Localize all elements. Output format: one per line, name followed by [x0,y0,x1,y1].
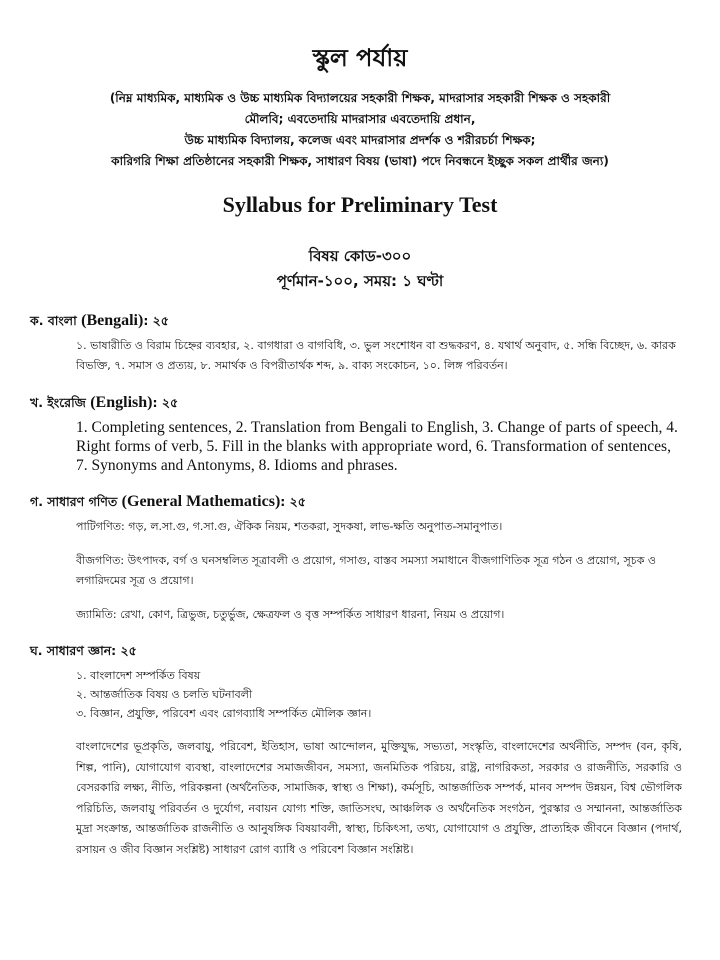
subtitle-line: মৌলবি; এবতেদায়ি মাদরাসার এবতেদায়ি প্রধান, [244,112,476,126]
list-item: ১. বাংলাদেশ সম্পর্কিত বিষয় [76,669,201,682]
subtitle-line: (নিম্ন মাধ্যমিক, মাধ্যমিক ও উচ্চ মাধ্যমিক বিদ্যালয়ের সহকারী শিক্ষক, মাদরাসার সহকারী শিক্ষক ও সহকারী [109,91,611,105]
marks-time: পূর্ণমান-১০০, সময়: ১ ঘণ্টা [276,272,444,290]
section-english [30,394,682,475]
section-marks: : ২৫ [152,395,179,410]
list-item: ২. আন্তর্জাতিক বিষয় ও চলতি ঘটনাবলী [76,688,253,701]
arithmetic-text: পাটিগণিত: গড়, ল.সা.গু, গ.সা.গু, ঐকিক নিয়ম, শতকরা, সুদকষা, লাভ-ক্ষতি অনুপাত-সমানুপাত। [76,520,503,533]
section-content: 1. Completing sentences, 2. Translation from Bengali to English, 3. Change of parts of speech, 4. Right forms of verb, 5. Fill in the blanks with appropriate word, 6. Transformation of sentences, 7. Synonyms and Antonyms, 8. Idioms and phrases. [76,419,678,474]
section-heading [30,394,682,415]
section-heading [30,493,682,514]
section-label: ক. বাংলা [30,313,77,328]
section-bengali [30,312,682,376]
document-header [38,40,682,294]
section-content: ১. ভাষারীতি ও বিরাম চিহ্নের ব্যবহার, ২. বাগধারা ও বাগবিধি, ৩. ভুল সংশোধন বা শুদ্ধকরণ, ৪. যথার্থ অনুবাদ, ৫. সন্ধি বিচ্ছেদ, ৬. কারক বিভক্তি, ৭. সমাস ও প্রত্যয়, ৮. সমার্থক ও বিপরীতার্থক শব্দ, ৯. বাক্য সংকোচন, ১০. লিঙ্গ পরিবর্তন। [76,339,676,372]
section-label: খ. ইংরেজি [30,395,86,410]
topic-list [38,666,682,723]
subtitle-line: উচ্চ মাধ্যমিক বিদ্যালয়, কলেজ এবং মাদরাসার প্রদর্শক ও শরীরচর্চা শিক্ষক; [184,133,536,147]
section-marks: : ২৫ [143,313,169,328]
subtitle-line: কারিগরি শিক্ষা প্রতিষ্ঠানের সহকারী শিক্ষক, সাধারণ বিষয় (ভাষা) পদে নিবন্ধনে ইচ্ছুক সকল প্রার্থীর জন্য) [111,154,609,168]
algebra-text: বীজগণিত: উৎপাদক, বর্গ ও ঘনসম্বলিত সূত্রাবলী ও প্রয়োগ, গসাগু, বাস্তব সমস্যা সমাধানে বীজগাণিতিক সূত্র গঠন ও প্রয়োগ, সূচক ও লগারিদমের সূত্র ও প্রয়োগ। [76,554,657,587]
page-title: স্কুল পর্যায় [312,44,408,72]
subject-code: বিষয় কোড-৩০০ [308,247,412,265]
section-marks: : ২৫ [280,494,306,509]
list-item: ৩. বিজ্ঞান, প্রযুক্তি, পরিবেশ এবং রোগব্যাধি সম্পর্কিত মৌলিক জ্ঞান। [76,707,372,720]
section-label-en: (Bengali) [81,312,144,329]
section-math [30,493,682,625]
section-heading: ঘ. সাধারণ জ্ঞান: ২৫ [30,643,137,658]
section-content: বাংলাদেশের ভূপ্রকৃতি, জলবায়ু, পরিবেশ, ইতিহাস, ভাষা আন্দোলন, মুক্তিযুদ্ধ, সভ্যতা, সংস্কৃতি, বাংলাদেশের অর্থনীতি, সম্পদ (বন, কৃষি, শিল্প, পানি), যোগাযোগ ব্যবস্থা, বাংলাদেশের সমাজজীবন, সমস্যা, জনমিতিক পরিচয়, রাষ্ট্র, নাগরিকতা, সরকার ও রাজনীতি, সরকারি ও বেসরকারি লক্ষ্য, নীতি, পরিকল্পনা (অর্থনৈতিক, সামাজিক, স্বাস্থ্য ও শিক্ষা), কর্মসূচি, আন্তর্জাতিক সম্পর্ক, মানব সম্পদ উন্নয়ন, বিশ্ব ভৌগলিক পরিচিতি, জলবায়ু পরিবর্তন ও দুর্যোগ, নবায়ন যোগ্য শক্তি, জাতিসংঘ, আঞ্চলিক ও অর্থনৈতিক সংগঠন, পুরস্কার ও সম্মাননা, আন্তর্জাতিক মুদ্রা সংক্রান্ত, আন্তর্জাতিক রাজনীতি ও আনুষঙ্গিক বিষয়াবলী, স্বাস্থ্য, চিকিৎসা, তথ্য, যোগাযোগ ও প্রযুক্তি, প্রাত্যহিক জীবনে বিজ্ঞান (পদার্থ, রসায়ন ও জীব বিজ্ঞান সংশ্লিষ্ট) সাধারণ রোগ ব্যাধি ও পরিবেশ বিজ্ঞান সংশ্লিষ্ট। [76,740,682,856]
section-heading [30,312,682,333]
section-general-knowledge [30,643,682,860]
section-label: গ. সাধারণ গণিত [30,494,118,509]
geometry-text: জ্যামিতি: রেখা, কোণ, ত্রিভুজ, চতুর্ভুজ, ক্ষেত্রফল ও বৃত্ত সম্পর্কিত সাধারণ ধারনা, নিয়ম ও প্রয়োগ। [76,608,505,621]
section-label-en: (English) [90,394,153,411]
section-label-en: (General Mathematics) [121,493,281,510]
syllabus-title: Syllabus for Preliminary Test [222,192,498,217]
